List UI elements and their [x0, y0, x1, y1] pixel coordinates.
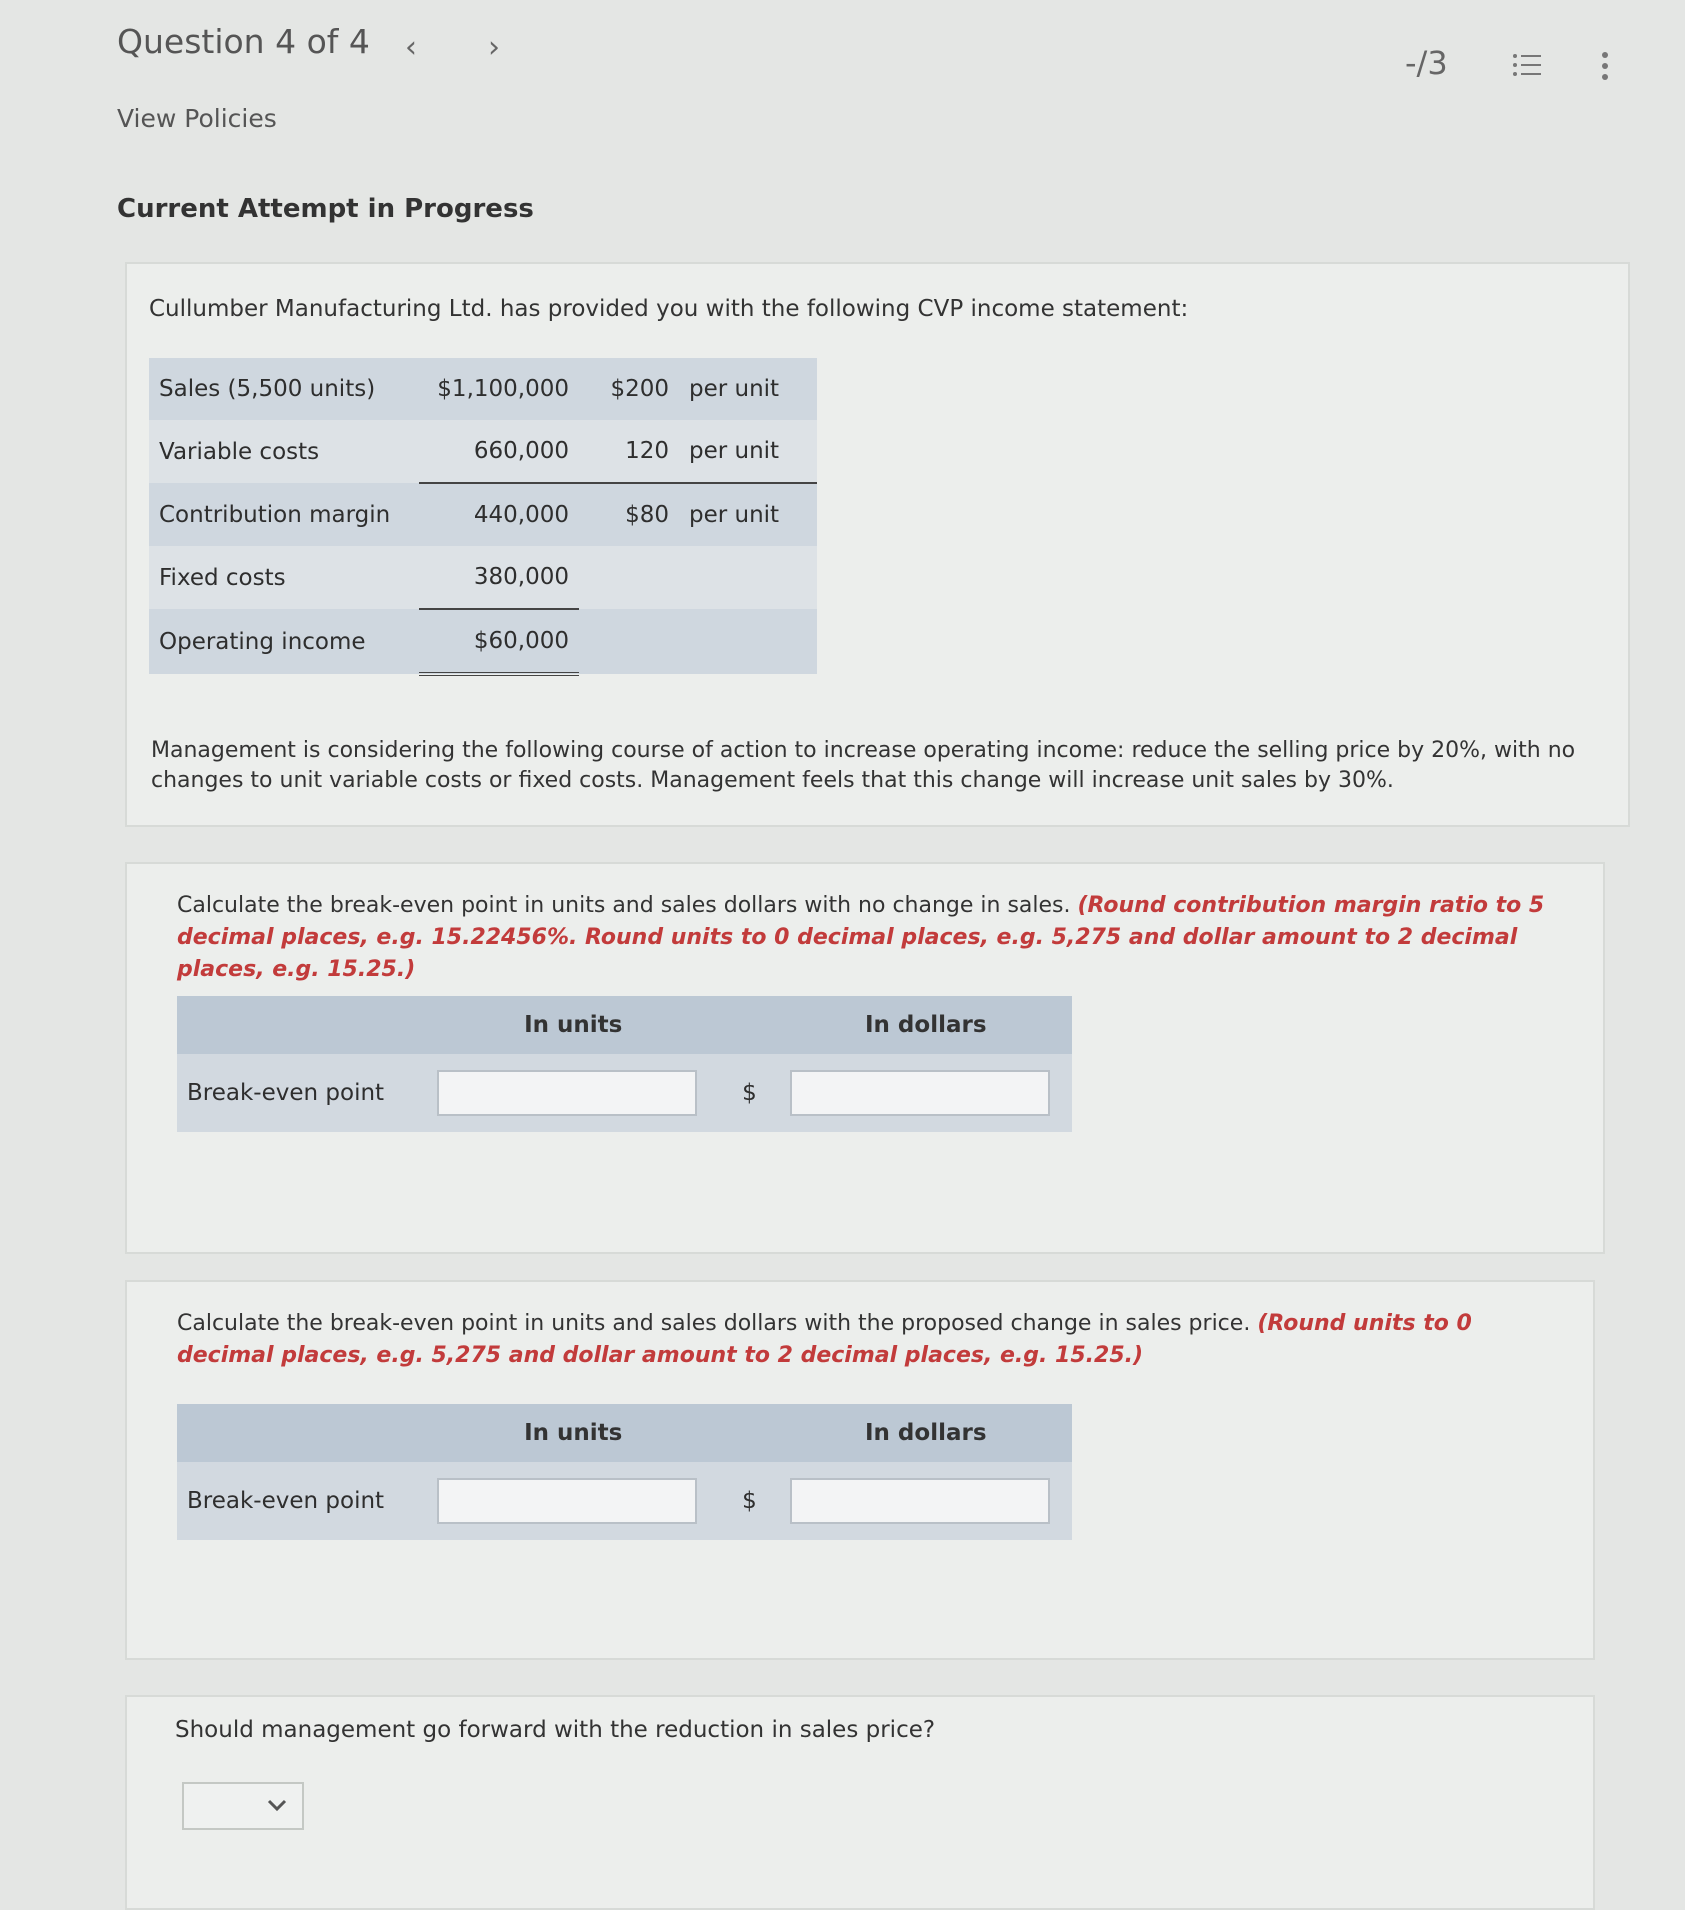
- row-amount: 660,000: [419, 420, 579, 483]
- row-unit-label: [679, 546, 817, 609]
- dollar-sign: $: [720, 1054, 780, 1132]
- part3-panel: [125, 1695, 1595, 1910]
- list-icon[interactable]: [1512, 52, 1542, 78]
- row-unit-label: per unit: [679, 420, 817, 483]
- part2-instruction: [177, 1308, 1547, 1372]
- header-in-dollars: In dollars: [780, 1404, 1073, 1462]
- statement-row: [149, 483, 817, 546]
- header-in-units: In units: [427, 996, 720, 1054]
- attempt-status: Current Attempt in Progress: [117, 194, 534, 224]
- part2-breakeven-table: [177, 1404, 1072, 1540]
- part2-units-input[interactable]: [437, 1478, 697, 1524]
- dollar-sign: $: [720, 1462, 780, 1540]
- decision-dropdown[interactable]: [182, 1782, 304, 1830]
- table-header-row: [177, 996, 1072, 1054]
- row-amount: 440,000: [419, 483, 579, 546]
- part2-instruction-text: Calculate the break-even point in units and sales dollars with the proposed change in sales price.: [177, 1311, 1251, 1336]
- row-unit-label: [679, 609, 817, 674]
- problem-intro: Cullumber Manufacturing Ltd. has provided you with the following CVP income statement:: [149, 296, 1189, 322]
- view-policies-link[interactable]: View Policies: [117, 104, 277, 133]
- row-amount: 380,000: [419, 546, 579, 609]
- breakeven-label: Break-even point: [177, 1054, 427, 1132]
- table-row: [177, 1462, 1072, 1540]
- part1-instruction-text: Calculate the break-even point in units and sales dollars with no change in sales.: [177, 893, 1071, 918]
- header-blank-dollar: [720, 996, 780, 1054]
- statement-row: [149, 546, 817, 609]
- statement-row: [149, 358, 817, 420]
- management-proposal: Management is considering the following course of action to increase operating income: reduce the selling price by 20%, with no changes to unit variable costs or fixed costs. Management feels that this change will increase unit sales by 30%.: [151, 738, 1576, 793]
- header-in-units: In units: [427, 1404, 720, 1462]
- statement-row: [149, 420, 817, 483]
- part2-panel: [125, 1280, 1595, 1660]
- header-blank-dollar: [720, 1404, 780, 1462]
- row-label: Variable costs: [149, 420, 419, 483]
- row-unit-label: per unit: [679, 483, 817, 546]
- row-per-unit: [579, 546, 679, 609]
- row-per-unit: 120: [579, 420, 679, 483]
- cvp-income-statement: [149, 358, 817, 676]
- row-label: Contribution margin: [149, 483, 419, 546]
- part1-panel: [125, 862, 1605, 1254]
- more-vertical-icon[interactable]: [1600, 50, 1610, 82]
- header-in-dollars: In dollars: [780, 996, 1073, 1054]
- row-unit-label: per unit: [679, 358, 817, 420]
- row-label: Operating income: [149, 609, 419, 674]
- row-per-unit: [579, 609, 679, 674]
- breakeven-label: Break-even point: [177, 1462, 427, 1540]
- part2-rounding-note: (Round units to 0 decimal places, e.g. 5,275 and dollar amount to 2 decimal places, e.g. 15.25.): [177, 1311, 1472, 1368]
- header-blank: [177, 996, 427, 1054]
- part1-breakeven-table: [177, 996, 1072, 1132]
- table-row: [177, 1054, 1072, 1132]
- part1-units-input[interactable]: [437, 1070, 697, 1116]
- part3-question: Should management go forward with the reduction in sales price?: [175, 1717, 936, 1743]
- next-question-button[interactable]: ›: [488, 30, 500, 65]
- top-bar: [0, 0, 1685, 100]
- prev-question-button[interactable]: ‹: [405, 30, 417, 65]
- row-amount: $1,100,000: [419, 358, 579, 420]
- part1-rounding-note: (Round contribution margin ratio to 5 decimal places, e.g. 15.22456%. Round units to 0 decimal places, e.g. 5,275 and dollar amount to 2 decimal places, e.g. 15.25.): [177, 893, 1545, 982]
- table-header-row: [177, 1404, 1072, 1462]
- row-per-unit: $80: [579, 483, 679, 546]
- question-counter: Question 4 of 4: [117, 22, 370, 61]
- part1-dollars-input[interactable]: [790, 1070, 1050, 1116]
- score-display: -/3: [1405, 44, 1448, 82]
- part1-instruction: [177, 890, 1547, 986]
- problem-panel: [125, 262, 1630, 827]
- row-label: Fixed costs: [149, 546, 419, 609]
- part2-dollars-input[interactable]: [790, 1478, 1050, 1524]
- header-blank: [177, 1404, 427, 1462]
- statement-row: [149, 609, 817, 674]
- row-amount: $60,000: [419, 609, 579, 674]
- chevron-down-icon: [266, 1794, 288, 1816]
- row-per-unit: $200: [579, 358, 679, 420]
- row-label: Sales (5,500 units): [149, 358, 419, 420]
